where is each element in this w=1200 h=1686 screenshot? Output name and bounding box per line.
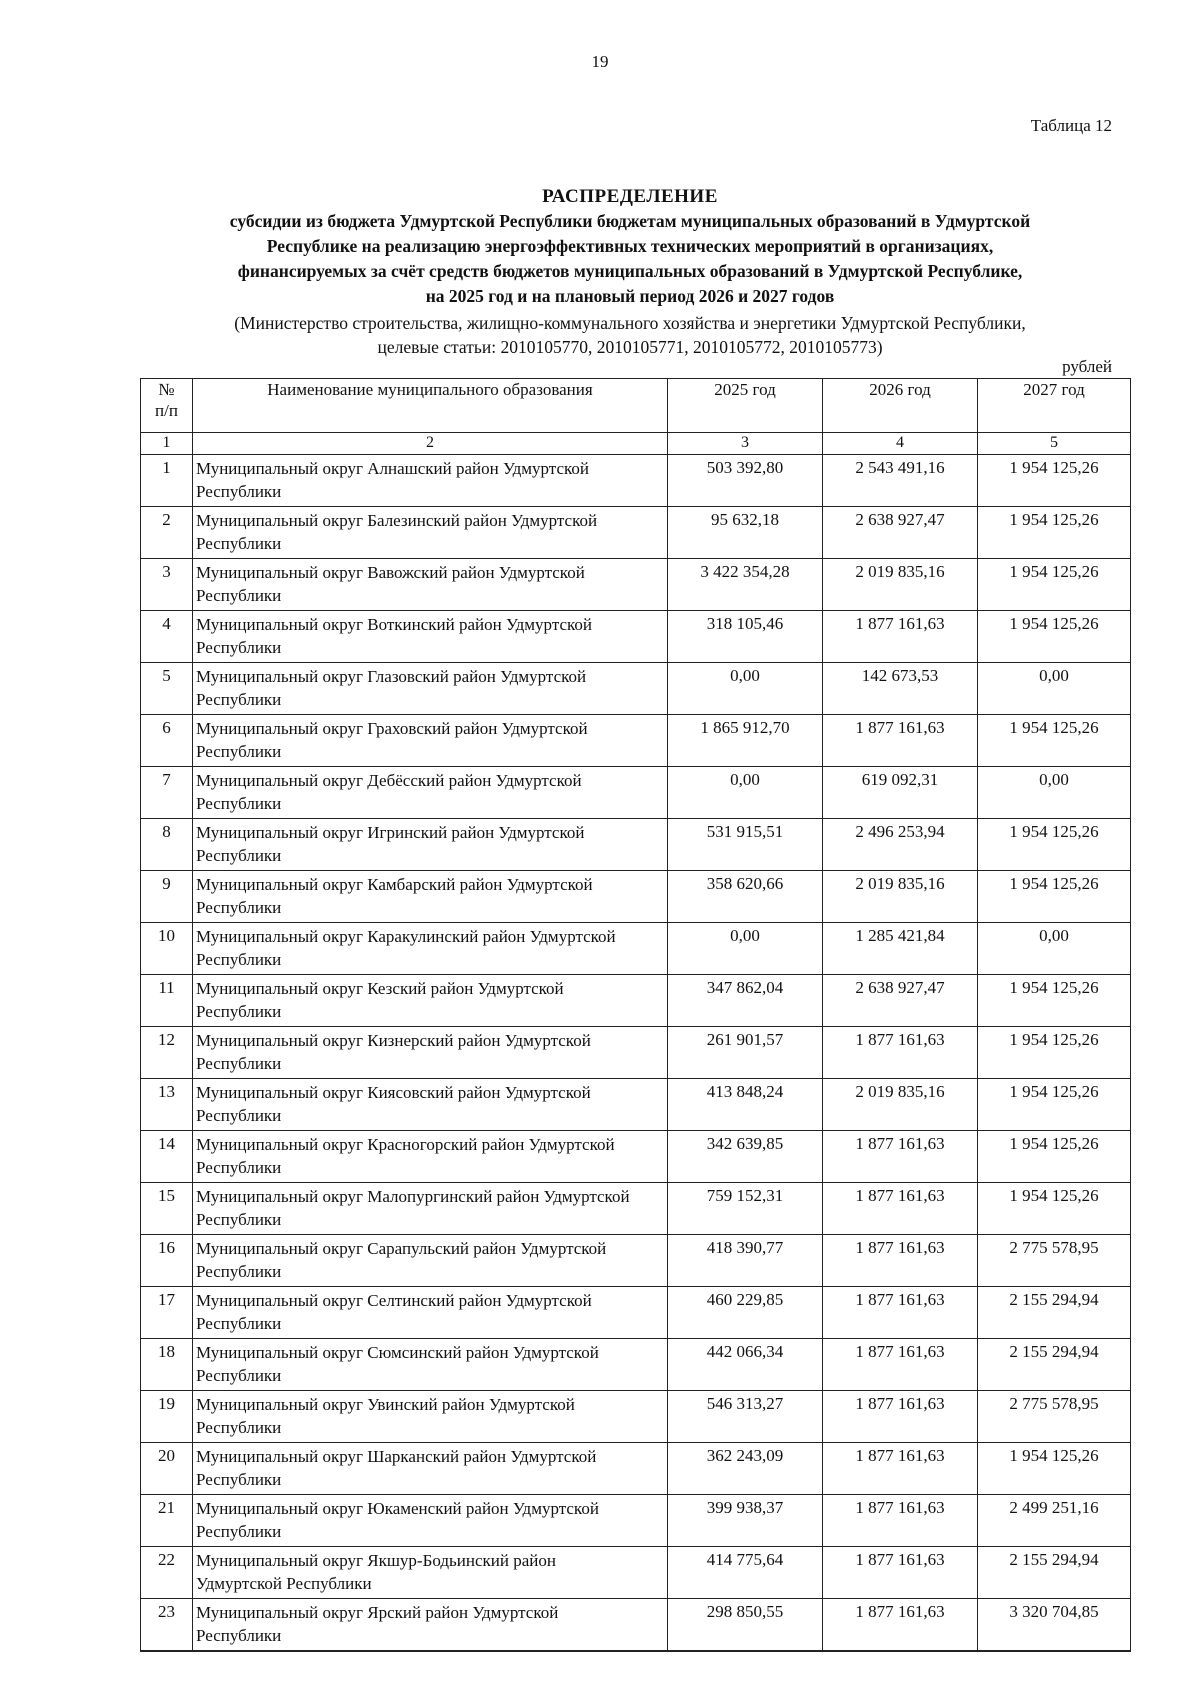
amount-2025: 399 938,37 [668,1495,823,1547]
amount-2027: 0,00 [978,663,1131,715]
municipality-name [193,1599,668,1652]
row-number: 5 [141,663,193,715]
amount-2026: 2 543 491,16 [823,455,978,507]
row-number: 14 [141,1131,193,1183]
municipality-name-line: Муниципальный округ Вавожский район Удмуртской [196,563,585,582]
amount-2027: 2 155 294,94 [978,1287,1131,1339]
table-row [141,1079,1131,1131]
table-row [141,507,1131,559]
row-number: 7 [141,767,193,819]
page-number: 19 [591,52,609,71]
amount-2025: 1 865 912,70 [668,715,823,767]
amount-2025: 418 390,77 [668,1235,823,1287]
amount-2026: 1 877 161,63 [823,1287,978,1339]
municipality-name-line: Муниципальный округ Селтинский район Удмуртской [196,1291,592,1310]
table-row [141,1339,1131,1391]
municipality-name-line: Муниципальный округ Сюмсинский район Удмуртской [196,1343,599,1362]
table-row [141,455,1131,507]
amount-2027: 1 954 125,26 [978,1131,1131,1183]
municipality-name-line: Республики [196,534,282,553]
amount-2025: 347 862,04 [668,975,823,1027]
column-number: 5 [978,433,1131,455]
amount-2026: 1 877 161,63 [823,1131,978,1183]
amount-2025: 95 632,18 [668,507,823,559]
amount-2026: 2 019 835,16 [823,559,978,611]
municipality-name-line: Муниципальный округ Балезинский район Удмуртской [196,511,598,530]
amount-2027: 1 954 125,26 [978,871,1131,923]
amount-2025: 0,00 [668,663,823,715]
row-number: 21 [141,1495,193,1547]
municipality-name-line: Республики [196,638,282,657]
column-number: 4 [823,433,978,455]
table-header-row [141,379,1131,433]
amount-2027: 2 155 294,94 [978,1547,1131,1599]
amount-2026: 2 019 835,16 [823,871,978,923]
table-row [141,715,1131,767]
municipality-name [193,975,668,1027]
municipality-name-line: Республики [196,742,282,761]
table-row [141,1183,1131,1235]
municipality-name [193,1079,668,1131]
row-number: 13 [141,1079,193,1131]
municipality-name-line: Муниципальный округ Якшур-Бодьинский район [196,1551,556,1570]
municipality-name [193,1547,668,1599]
distribution-table [140,378,1131,1652]
amount-2025: 318 105,46 [668,611,823,663]
row-number: 16 [141,1235,193,1287]
municipality-name-line: Республики [196,1002,282,1021]
amount-2027: 2 775 578,95 [978,1235,1131,1287]
subtitle-line: финансируемых за счёт средств бюджетов муниципальных образований в Удмуртской Республике, [237,261,1023,281]
municipality-name-line: Муниципальный округ Киясовский район Удмуртской [196,1083,591,1102]
municipality-name-line: Муниципальный округ Дебёсский район Удмуртской [196,771,582,790]
amount-2027: 1 954 125,26 [978,455,1131,507]
column-number-row [141,433,1131,455]
municipality-name-line: Муниципальный округ Ярский район Удмуртской [196,1603,559,1622]
amount-2026: 142 673,53 [823,663,978,715]
municipality-name-line: Республики [196,1470,282,1489]
municipality-name-line: Республики [196,794,282,813]
amount-2027: 1 954 125,26 [978,1443,1131,1495]
row-number: 17 [141,1287,193,1339]
amount-2026: 2 019 835,16 [823,1079,978,1131]
column-number: 3 [668,433,823,455]
table-row [141,767,1131,819]
table-row [141,975,1131,1027]
amount-2025: 0,00 [668,923,823,975]
amount-2025: 358 620,66 [668,871,823,923]
table-row [141,819,1131,871]
table-body [141,455,1131,1652]
amount-2025: 414 775,64 [668,1547,823,1599]
amount-2027: 2 155 294,94 [978,1339,1131,1391]
amount-2027: 1 954 125,26 [978,1183,1131,1235]
amount-2026: 1 877 161,63 [823,1495,978,1547]
municipality-name [193,1131,668,1183]
amount-2025: 460 229,85 [668,1287,823,1339]
municipality-name-line: Муниципальный округ Шарканский район Удмуртской [196,1447,597,1466]
row-number: 9 [141,871,193,923]
municipality-name-line: Муниципальный округ Каракулинский район Удмуртской [196,927,616,946]
header-2026: 2026 год [823,379,978,433]
row-number: 8 [141,819,193,871]
municipality-name [193,1495,668,1547]
amount-2027: 2 775 578,95 [978,1391,1131,1443]
row-number: 2 [141,507,193,559]
municipality-name-line: Республики [196,1366,282,1385]
row-number: 19 [141,1391,193,1443]
municipality-name [193,767,668,819]
municipality-name-line: Республики [196,1054,282,1073]
amount-2026: 1 877 161,63 [823,1339,978,1391]
document-heading [140,185,1120,359]
municipality-name [193,871,668,923]
table-row [141,1443,1131,1495]
amount-2026: 1 877 161,63 [823,1027,978,1079]
amount-2026: 1 877 161,63 [823,611,978,663]
header-2027: 2027 год [978,379,1131,433]
municipality-name-line: Республики [196,1210,282,1229]
row-number: 1 [141,455,193,507]
table-row [141,1391,1131,1443]
row-number: 22 [141,1547,193,1599]
amount-2027: 1 954 125,26 [978,559,1131,611]
header-2025: 2025 год [668,379,823,433]
municipality-name [193,1287,668,1339]
municipality-name-line: Муниципальный округ Увинский район Удмуртской [196,1395,575,1414]
row-number: 18 [141,1339,193,1391]
column-number: 2 [193,433,668,455]
municipality-name-line: Муниципальный округ Граховский район Удмуртской [196,719,588,738]
municipality-name-line: Республики [196,846,282,865]
subtitle-line: на 2025 год и на плановый период 2026 и 2027 годов [425,286,835,306]
municipality-name-line: Муниципальный округ Кезский район Удмуртской [196,979,564,998]
amount-2026: 1 877 161,63 [823,1391,978,1443]
amount-2026: 1 877 161,63 [823,1443,978,1495]
municipality-name-line: Республики [196,1522,282,1541]
amount-2026: 619 092,31 [823,767,978,819]
municipality-name-line: Муниципальный округ Камбарский район Удмуртской [196,875,593,894]
amount-2025: 298 850,55 [668,1599,823,1652]
municipality-name-line: Республики [196,1106,282,1125]
amount-2027: 2 499 251,16 [978,1495,1131,1547]
row-number: 10 [141,923,193,975]
municipality-name [193,1339,668,1391]
row-number: 15 [141,1183,193,1235]
ministry-line: (Министерство строительства, жилищно-коммунального хозяйства и энергетики Удмуртской Республики, [234,313,1026,333]
municipality-name [193,455,668,507]
table-row [141,1599,1131,1652]
municipality-name-line: Республики [196,482,282,501]
municipality-name-line: Республики [196,690,282,709]
row-number: 6 [141,715,193,767]
header-num-line: № [158,380,175,399]
municipality-name-line: Муниципальный округ Сарапульский район Удмуртской [196,1239,607,1258]
municipality-name [193,559,668,611]
table-row [141,663,1131,715]
amount-2027: 1 954 125,26 [978,819,1131,871]
municipality-name [193,1183,668,1235]
amount-2026: 1 877 161,63 [823,1547,978,1599]
amount-2026: 1 877 161,63 [823,1599,978,1652]
amount-2025: 503 392,80 [668,455,823,507]
municipality-name-line: Муниципальный округ Алнашский район Удмуртской [196,459,589,478]
header-name: Наименование муниципального образования [193,379,668,433]
amount-2026: 1 877 161,63 [823,1235,978,1287]
municipality-name-line: Республики [196,1314,282,1333]
municipality-name-line: Республики [196,1418,282,1437]
amount-2026: 1 877 161,63 [823,1183,978,1235]
row-number: 3 [141,559,193,611]
amount-2026: 2 638 927,47 [823,507,978,559]
unit-label: рублей [1062,357,1112,376]
municipality-name-line: Удмуртской Республики [196,1574,372,1593]
municipality-name-line: Муниципальный округ Воткинский район Удмуртской [196,615,592,634]
municipality-name [193,507,668,559]
subtitle-line: Республике на реализацию энергоэффективных технических мероприятий в организациях, [266,236,994,256]
table-row [141,611,1131,663]
header-num [141,379,193,433]
municipality-name-line: Муниципальный округ Игринский район Удмуртской [196,823,585,842]
municipality-name [193,1235,668,1287]
table-row [141,1287,1131,1339]
table-row [141,923,1131,975]
municipality-name-line: Республики [196,950,282,969]
amount-2026: 1 285 421,84 [823,923,978,975]
header-num-line: п/п [155,401,178,420]
municipality-name [193,1027,668,1079]
table-row [141,1547,1131,1599]
amount-2027: 1 954 125,26 [978,715,1131,767]
table-label: Таблица 12 [1030,116,1112,135]
row-number: 20 [141,1443,193,1495]
municipality-name [193,611,668,663]
amount-2025: 442 066,34 [668,1339,823,1391]
table-row [141,1495,1131,1547]
table-row [141,871,1131,923]
amount-2025: 3 422 354,28 [668,559,823,611]
table-row [141,559,1131,611]
amount-2027: 0,00 [978,767,1131,819]
row-number: 23 [141,1599,193,1652]
municipality-name-line: Муниципальный округ Глазовский район Удмуртской [196,667,587,686]
municipality-name-line: Республики [196,1626,282,1645]
municipality-name [193,1443,668,1495]
amount-2027: 0,00 [978,923,1131,975]
amount-2026: 1 877 161,63 [823,715,978,767]
table-row [141,1235,1131,1287]
document-title: РАСПРЕДЕЛЕНИЕ [542,186,718,207]
row-number: 11 [141,975,193,1027]
municipality-name-line: Республики [196,586,282,605]
document-subtitle [140,209,1120,309]
amount-2027: 1 954 125,26 [978,611,1131,663]
amount-2025: 531 915,51 [668,819,823,871]
amount-2025: 759 152,31 [668,1183,823,1235]
amount-2025: 0,00 [668,767,823,819]
municipality-name-line: Муниципальный округ Кизнерский район Удмуртской [196,1031,591,1050]
amount-2027: 3 320 704,85 [978,1599,1131,1652]
ministry-note [140,311,1120,359]
municipality-name [193,819,668,871]
municipality-name-line: Республики [196,898,282,917]
column-number: 1 [141,433,193,455]
amount-2025: 362 243,09 [668,1443,823,1495]
amount-2025: 261 901,57 [668,1027,823,1079]
table-row [141,1027,1131,1079]
subtitle-line: субсидии из бюджета Удмуртской Республики бюджетам муниципальных образований в Удмуртской [229,211,1031,231]
amount-2026: 2 496 253,94 [823,819,978,871]
municipality-name [193,1391,668,1443]
municipality-name-line: Республики [196,1262,282,1281]
table-row [141,1131,1131,1183]
amount-2027: 1 954 125,26 [978,1027,1131,1079]
municipality-name [193,923,668,975]
amount-2025: 342 639,85 [668,1131,823,1183]
amount-2025: 546 313,27 [668,1391,823,1443]
municipality-name [193,715,668,767]
row-number: 4 [141,611,193,663]
amount-2026: 2 638 927,47 [823,975,978,1027]
ministry-line: целевые статьи: 2010105770, 2010105771, 2010105772, 2010105773) [377,337,883,357]
amount-2027: 1 954 125,26 [978,507,1131,559]
amount-2025: 413 848,24 [668,1079,823,1131]
municipality-name-line: Муниципальный округ Красногорский район Удмуртской [196,1135,615,1154]
municipality-name-line: Муниципальный округ Юкаменский район Удмуртской [196,1499,599,1518]
municipality-name-line: Муниципальный округ Малопургинский район Удмуртской [196,1187,630,1206]
row-number: 12 [141,1027,193,1079]
municipality-name-line: Республики [196,1158,282,1177]
amount-2027: 1 954 125,26 [978,975,1131,1027]
amount-2027: 1 954 125,26 [978,1079,1131,1131]
municipality-name [193,663,668,715]
